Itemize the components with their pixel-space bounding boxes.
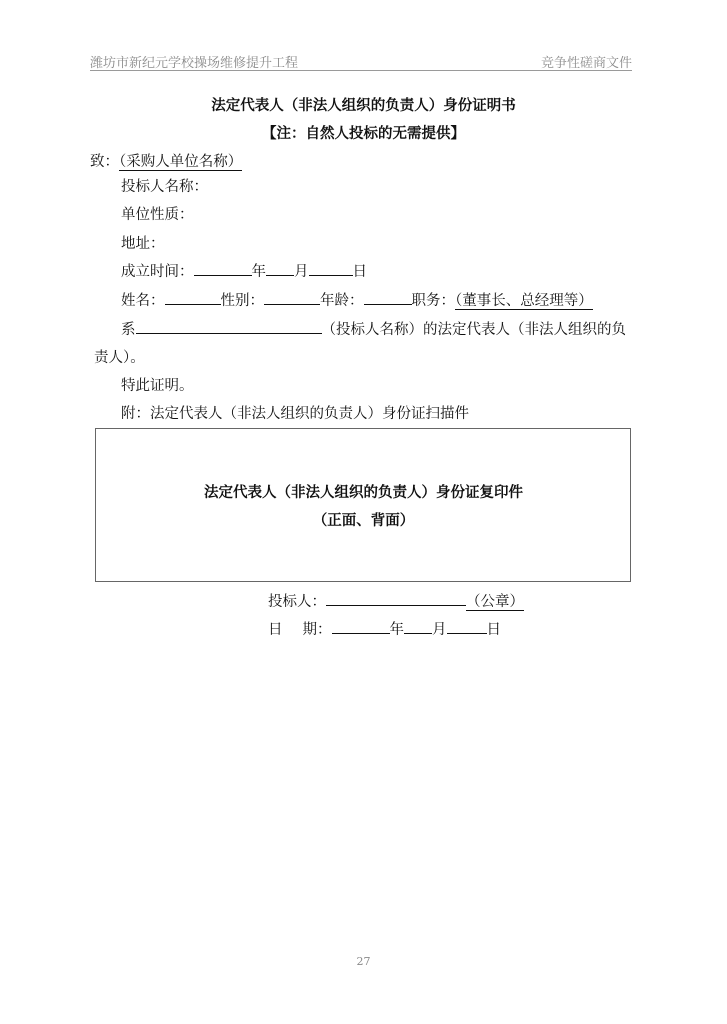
header-project-name: 潍坊市新纪元学校操场维修提升工程 — [90, 56, 299, 71]
sign-day-unit: 日 — [486, 622, 501, 638]
id-copy-box — [95, 428, 631, 582]
sign-month-unit: 月 — [432, 622, 447, 638]
established-year-unit: 年 — [251, 264, 266, 280]
statement-prefix: 系 — [121, 322, 136, 338]
age-blank — [364, 289, 412, 305]
sign-year-unit: 年 — [389, 622, 404, 638]
established-month-unit: 月 — [294, 264, 309, 280]
date-label-part-2: 期： — [302, 622, 332, 638]
sign-day-blank — [447, 618, 487, 634]
gender-label: 性别： — [220, 293, 264, 309]
bidder-name-label: 投标人名称： — [121, 179, 208, 195]
document-title: 法定代表人（非法人组织的负责人）身份证明书 — [211, 98, 516, 114]
official-seal-label: （公章） — [466, 594, 524, 610]
recipient-line — [90, 150, 242, 171]
date-label-part-1: 日 — [268, 622, 283, 638]
header-divider — [90, 70, 632, 71]
age-label: 年龄： — [320, 293, 364, 309]
bidder-name-blank — [136, 318, 322, 334]
established-day-unit: 日 — [352, 264, 367, 280]
established-month-blank — [266, 260, 294, 276]
name-blank — [165, 289, 221, 305]
certification-text: 特此证明。 — [121, 378, 194, 394]
id-copy-box-title: 法定代表人（非法人组织的负责人）身份证复印件 — [204, 485, 523, 501]
document-note: 【注：自然人投标的无需提供】 — [262, 126, 465, 142]
sign-year-blank — [332, 618, 390, 634]
signature-bidder-line — [268, 590, 524, 611]
position-value: （董事长、总经理等） — [455, 293, 593, 309]
header-document-type: 竞争性磋商文件 — [541, 56, 633, 71]
id-copy-box-subtitle: （正面、背面） — [312, 513, 415, 529]
unit-nature-label: 单位性质： — [121, 207, 194, 223]
statement-line-2: 责人）。 — [94, 350, 145, 366]
established-line — [121, 260, 367, 281]
sign-month-blank — [404, 618, 432, 634]
personal-info-line — [121, 289, 593, 310]
established-label: 成立时间： — [121, 264, 194, 280]
statement-text-1: （投标人名称）的法定代表人（非法人组织的负 — [321, 322, 626, 338]
name-label: 姓名： — [121, 293, 165, 309]
established-year-blank — [194, 260, 252, 276]
gender-blank — [264, 289, 320, 305]
signature-date-line — [268, 618, 501, 639]
address-label: 地址： — [121, 236, 165, 252]
signature-bidder-label: 投标人： — [268, 594, 326, 610]
statement-line-1 — [121, 318, 626, 339]
recipient-label: 致： — [90, 154, 119, 170]
recipient-value: （采购人单位名称） — [119, 154, 243, 170]
page-number: 27 — [356, 955, 371, 968]
attachment-text: 附：法定代表人（非法人组织的负责人）身份证扫描件 — [121, 406, 469, 422]
signature-bidder-blank — [326, 590, 466, 606]
established-day-blank — [309, 260, 353, 276]
position-label: 职务： — [411, 293, 455, 309]
